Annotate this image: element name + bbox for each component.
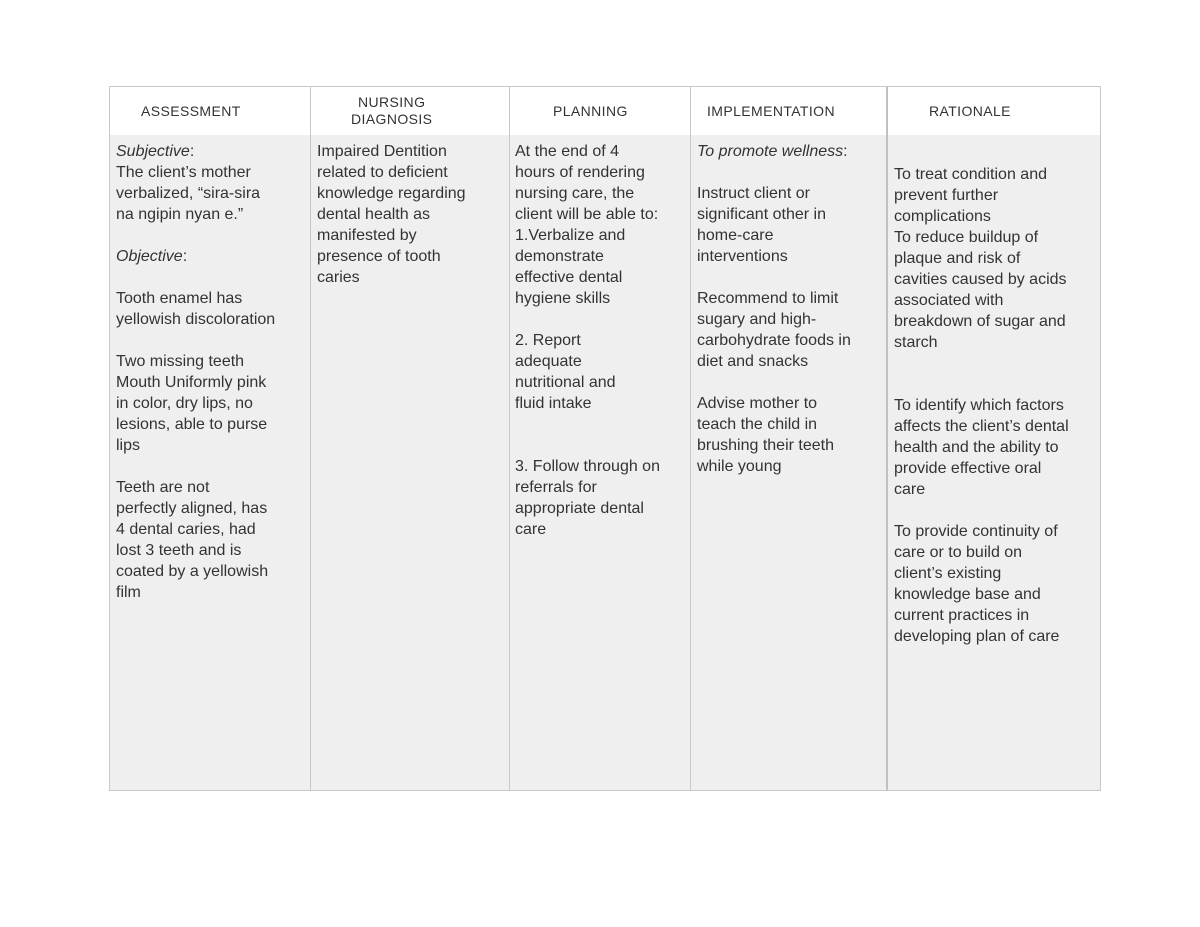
rationale-item-1: To treat condition and prevent further complications: [894, 166, 1047, 225]
planning-cell: [510, 135, 691, 790]
header-planning: [510, 87, 691, 135]
objective-colon: :: [182, 248, 188, 265]
implementation-item-2: Recommend to limit sugary and high- carbohydrate foods in diet and snacks: [697, 290, 851, 370]
planning-goal-1: 1.Verbalize and demonstrate effective dental hygiene skills: [515, 227, 626, 307]
planning-intro: At the end of 4 hours of rendering nursing care, the client will be able to:: [515, 143, 659, 223]
table-header-row: [110, 87, 1100, 136]
nursing-diagnosis-text: Impaired Dentition related to deficient knowledge regarding dental health as manifested by presence of tooth caries: [317, 143, 466, 286]
nursing-diagnosis-cell: [311, 135, 510, 790]
implementation-heading: [697, 141, 886, 162]
objective-finding-1: Tooth enamel has yellowish discoloration: [116, 290, 276, 328]
implementation-cell: [691, 135, 888, 790]
header-rationale: [888, 87, 1100, 135]
subjective-heading: [116, 141, 310, 162]
header-assessment: [110, 87, 311, 135]
assessment-cell: [110, 135, 311, 790]
objective-finding-2: Two missing teeth Mouth Uniformly pink in color, dry lips, no lesions, able to purse lips: [116, 353, 268, 454]
objective-heading: [116, 246, 310, 267]
implementation-item-3: Advise mother to teach the child in brushing their teeth while young: [697, 395, 834, 475]
header-nursing-diagnosis: [311, 87, 510, 135]
implementation-item-1: Instruct client or significant other in home-care interventions: [697, 185, 826, 265]
header-assessment-label: ASSESSMENT: [141, 103, 241, 119]
rationale-item-3: To identify which factors affects the client’s dental health and the ability to provide effective oral care: [894, 397, 1069, 498]
implementation-heading-colon: :: [843, 143, 848, 160]
subjective-text: The client’s mother verbalized, “sira-sira na ngipin nyan e.”: [116, 164, 261, 223]
planning-goal-2: 2. Report adequate nutritional and fluid intake: [515, 332, 616, 412]
subjective-label: Subjective: [116, 143, 190, 160]
objective-label: Objective: [116, 248, 183, 265]
header-planning-label: PLANNING: [553, 103, 628, 119]
rationale-cell: [888, 135, 1100, 790]
rationale-item-4: To provide continuity of care or to build on client’s existing knowledge base and current practices in developing plan of care: [894, 523, 1060, 645]
header-nursing-diagnosis-line1: NURSING: [358, 94, 426, 110]
header-nursing-diagnosis-line2: DIAGNOSIS: [351, 111, 433, 127]
implementation-heading-text: To promote wellness: [697, 143, 844, 160]
subjective-colon: :: [189, 143, 195, 160]
header-implementation-label: IMPLEMENTATION: [707, 103, 835, 119]
rationale-item-2: To reduce buildup of plaque and risk of cavities caused by acids associated with breakdown of sugar and starch: [894, 229, 1067, 351]
header-implementation: [691, 87, 888, 135]
nursing-care-plan-table: [109, 86, 1101, 791]
table-body-row: [110, 135, 1100, 790]
planning-goal-3: 3. Follow through on referrals for appropriate dental care: [515, 458, 660, 538]
objective-finding-3: Teeth are not perfectly aligned, has 4 dental caries, had lost 3 teeth and is coated by a yellowish film: [116, 479, 269, 601]
header-rationale-label: RATIONALE: [929, 103, 1011, 119]
